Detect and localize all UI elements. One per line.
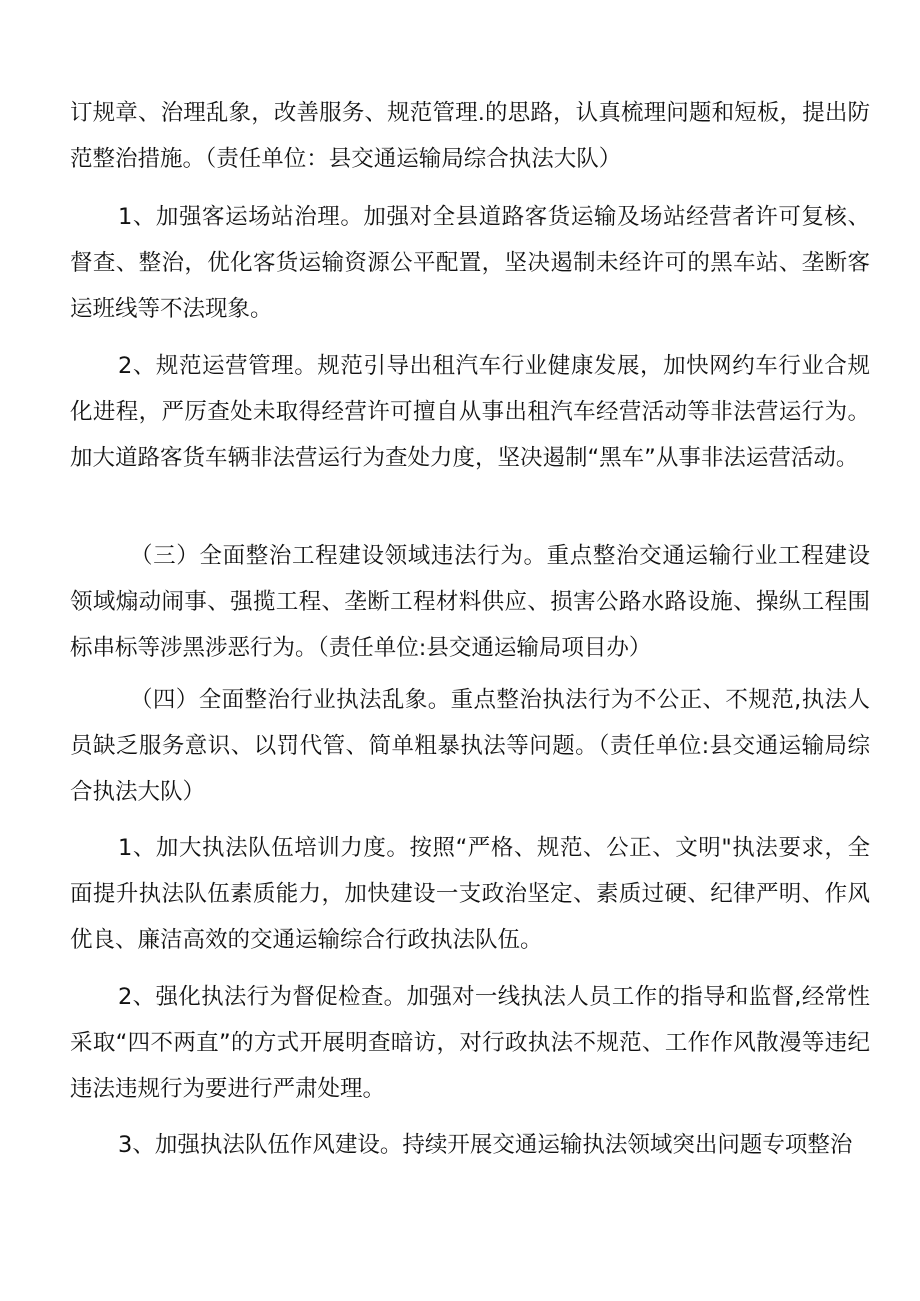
- paragraph-continuation: 订规章、治理乱象，改善服务、规范管理.的思路，认真梳理问题和短板，提出防范整治措施。（责任单位：县交通运输局综合执法大队）: [70, 100, 870, 172]
- paragraph-section-4: （四）全面整治行业执法乱象。重点整治执法行为不公正、不规范,执法人员缺乏服务意识、以罚代管、简单粗暴执法等问题。（责任单位:县交通运输局综合执法大队）: [70, 687, 870, 805]
- paragraph-item-3-style: 3、加强执法队伍作风建设。持续开展交通运输执法领域突出问题专项整治: [118, 1132, 853, 1158]
- paragraph-item-2-operation: 2、规范运营管理。规范引导出租汽车行业健康发展，加快网约车行业合规化进程，严厉查处未取得经营许可擅自从事出租汽车经营活动等非法营运行为。加大道路客货车辆非法营运行为查处力度，坚决遏制“黑车”从事非法运营活动。: [70, 353, 870, 471]
- paragraph-item-2-inspection: 2、强化执法行为督促检查。加强对一线执法人员工作的指导和监督,经常性采取“四不两直”的方式开展明查暗访，对行政执法不规范、工作作风散漫等违纪违法违规行为要进行严肃处理。: [70, 984, 870, 1102]
- paragraph-section-3: （三）全面整治工程建设领域违法行为。重点整治交通运输行业工程建设领域煽动闹事、强揽工程、垄断工程材料供应、损害公路水路设施、操纵工程围标串标等涉黑涉恶行为。（责任单位:县交通运输局项目办）: [70, 543, 870, 661]
- paragraph-item-1-station: 1、加强客运场站治理。加强对全县道路客货运输及场站经营者许可复核、督查、整治，优化客货运输资源公平配置，坚决遏制未经许可的黑车站、垄断客运班线等不法现象。: [70, 204, 870, 322]
- paragraph-item-1-training: 1、加大执法队伍培训力度。按照“严格、规范、公正、文明"执法要求，全面提升执法队伍素质能力，加快建设一支政治坚定、素质过硬、纪律严明、作风优良、廉洁高效的交通运输综合行政执法队伍。: [70, 835, 870, 953]
